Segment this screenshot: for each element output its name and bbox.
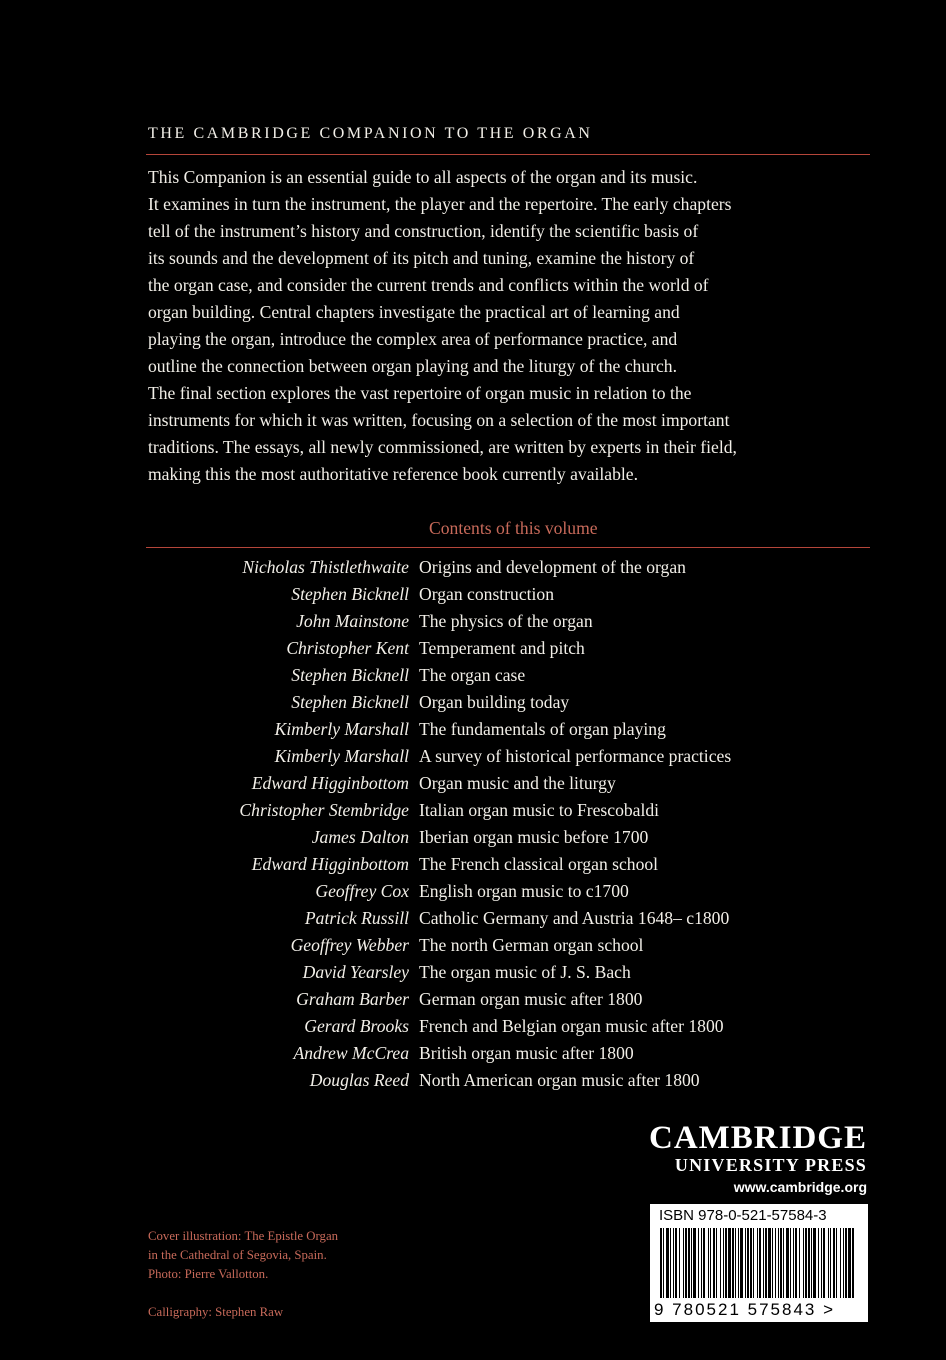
barcode-bar (673, 1228, 674, 1298)
barcode-bar (845, 1228, 847, 1298)
entry-title: Origins and development of the organ (419, 557, 686, 577)
entry-title: Temperament and pitch (419, 638, 585, 658)
barcode-bar (691, 1228, 692, 1298)
description-line: organ building. Central chapters investigate the practical art of learning and (148, 302, 680, 322)
contents-entry (100, 959, 860, 986)
barcode-bar (830, 1228, 831, 1298)
contents-entry (100, 581, 860, 608)
entry-author: Geoffrey Cox (315, 881, 409, 901)
entry-author: Geoffrey Webber (290, 935, 409, 955)
description-line: outline the connection between organ playing and the liturgy of the church. (148, 356, 677, 376)
cover-illustration-credit: Cover illustration: The Epistle Organ (148, 1229, 339, 1243)
barcode-bar (740, 1228, 743, 1298)
contents-entry (100, 1067, 860, 1094)
barcode-bar (818, 1228, 819, 1298)
description-line: playing the organ, introduce the complex area of performance practice, and (148, 329, 678, 349)
barcode-bar (808, 1228, 810, 1298)
description-line: It examines in turn the instrument, the player and the repertoire. The early chapters (148, 194, 732, 214)
contents-entry (100, 878, 860, 905)
barcode-bar (679, 1228, 680, 1298)
entry-author: Kimberly Marshall (274, 746, 409, 766)
entry-author: Kimberly Marshall (274, 719, 409, 739)
entry-author: Nicholas Thistlethwaite (242, 557, 409, 577)
entry-title: The north German organ school (419, 935, 644, 955)
contents-divider (146, 547, 870, 548)
barcode-bar (683, 1228, 684, 1298)
barcode-bar (768, 1228, 771, 1298)
entry-author: Andrew McCrea (293, 1043, 409, 1063)
description-line: This Companion is an essential guide to all aspects of the organ and its music. (148, 167, 698, 187)
entry-title: North American organ music after 1800 (419, 1070, 700, 1090)
entry-author: Stephen Bicknell (291, 584, 409, 604)
contents-entry (100, 608, 860, 635)
barcode-bar (666, 1228, 669, 1298)
barcode-bar (811, 1228, 812, 1298)
contents-entry (100, 716, 860, 743)
description-line: making this the most authoritative reference book currently available. (148, 464, 639, 484)
entry-author: Stephen Bicknell (291, 665, 409, 685)
barcode-bar (778, 1228, 779, 1298)
barcode-bar (795, 1228, 797, 1298)
barcode-bar (821, 1228, 822, 1298)
barcode-bar (799, 1228, 800, 1298)
contents-entry (100, 851, 860, 878)
barcode-bar (728, 1228, 731, 1298)
entry-title: The organ music of J. S. Bach (419, 962, 631, 982)
entry-author: John Mainstone (296, 611, 409, 631)
photo-credit: Photo: Pierre Vallotton. (148, 1267, 269, 1281)
entry-author: James Dalton (311, 827, 409, 847)
barcode-bar (675, 1228, 677, 1298)
contents-entry (100, 689, 860, 716)
barcode-bar (688, 1228, 690, 1298)
contents-entry (100, 824, 860, 851)
contents-entry (100, 554, 860, 581)
entry-author: Douglas Reed (309, 1070, 409, 1090)
barcode-bar (750, 1228, 752, 1298)
description-line: the organ case, and consider the current trends and conflicts within the world of (148, 275, 709, 295)
contents-entry (100, 635, 860, 662)
publisher-logo (649, 1122, 867, 1198)
contents-entry (100, 1040, 860, 1067)
entry-author: Patrick Russill (304, 908, 409, 928)
publisher-name-line2: UNIVERSITY PRESS (674, 1155, 867, 1175)
barcode-bar (693, 1228, 696, 1298)
barcode-bar (708, 1228, 709, 1298)
barcode-bar (745, 1228, 746, 1298)
barcode-bar (803, 1228, 804, 1298)
entry-author: David Yearsley (302, 962, 409, 982)
cover-credits (148, 1227, 338, 1322)
barcode-digits: 9 780521 575843 > (654, 1300, 836, 1319)
entry-title: A survey of historical performance practices (419, 746, 732, 766)
publisher-name-line1: CAMBRIDGE (648, 1120, 867, 1156)
contents-heading: Contents of this volume (429, 518, 598, 538)
barcode-bar (716, 1228, 717, 1298)
barcode-bar (738, 1228, 739, 1298)
barcode-bar (753, 1228, 754, 1298)
entry-title: The French classical organ school (419, 854, 659, 874)
barcode-bar (663, 1228, 664, 1298)
contents-entry (100, 743, 860, 770)
entry-title: The fundamentals of organ playing (419, 719, 666, 739)
barcode-bar (775, 1228, 776, 1298)
barcode-bar (698, 1228, 699, 1298)
barcode-bar (790, 1228, 791, 1298)
barcode-bar (735, 1228, 736, 1298)
contents-entry (100, 797, 860, 824)
isbn-label: ISBN 978-0-521-57584-3 (659, 1207, 827, 1224)
barcode-bar (747, 1228, 749, 1298)
barcode-bar (786, 1228, 789, 1298)
barcode-bar (836, 1228, 837, 1298)
barcode-bar (840, 1228, 841, 1298)
entry-author: Christopher Kent (286, 638, 409, 658)
barcode-bar (759, 1228, 761, 1298)
entry-title: Iberian organ music before 1700 (419, 827, 649, 847)
contents-entry (100, 905, 860, 932)
entry-title: Organ building today (419, 692, 570, 712)
entry-title: English organ music to c1700 (419, 881, 629, 901)
barcode-bar (772, 1228, 773, 1298)
entry-title: Italian organ music to Frescobaldi (419, 800, 660, 820)
barcode-bar (823, 1228, 825, 1298)
description-line: its sounds and the development of its pitch and tuning, examine the history of (148, 248, 695, 268)
barcode-bar (763, 1228, 764, 1298)
title-divider (146, 154, 870, 155)
entry-author: Stephen Bicknell (291, 692, 409, 712)
barcode-bar (757, 1228, 758, 1298)
book-description (148, 164, 808, 488)
barcode-bar (783, 1228, 784, 1298)
barcode-bar (660, 1228, 662, 1298)
barcode-bar (780, 1228, 782, 1298)
entry-title: British organ music after 1800 (419, 1043, 634, 1063)
entry-author: Christopher Stembridge (239, 800, 409, 820)
description-line: The final section explores the vast repertoire of organ music in relation to the (148, 383, 692, 403)
barcode (650, 1204, 868, 1322)
description-line: tell of the instrument’s history and construction, identify the scientific basis of (148, 221, 699, 241)
entry-author: Edward Higginbottom (251, 773, 409, 793)
barcode-bar (828, 1228, 829, 1298)
barcode-bar (713, 1228, 715, 1298)
barcode-bar (805, 1228, 807, 1298)
entry-author: Gerard Brooks (304, 1016, 409, 1036)
contents-entry (100, 1013, 860, 1040)
description-line: traditions. The essays, all newly commissioned, are written by experts in their field, (148, 437, 737, 457)
barcode-bar (710, 1228, 711, 1298)
barcode-bar (720, 1228, 721, 1298)
contents-entry (100, 662, 860, 689)
barcode-bar (833, 1228, 835, 1298)
contents-entry (100, 986, 860, 1013)
barcode-bar (670, 1228, 671, 1298)
barcode-bar (843, 1228, 844, 1298)
barcode-bar (813, 1228, 816, 1298)
entry-title: Catholic Germany and Austria 1648– c1800 (419, 908, 730, 928)
barcode-bar (703, 1228, 705, 1298)
entry-title: German organ music after 1800 (419, 989, 643, 1009)
contents-list (100, 554, 860, 1094)
calligraphy-credit: Calligraphy: Stephen Raw (148, 1305, 284, 1319)
series-title: THE CAMBRIDGE COMPANION TO THE ORGAN (148, 125, 593, 142)
barcode-bar (765, 1228, 767, 1298)
barcode-bars (654, 1228, 864, 1306)
entry-title: The organ case (419, 665, 526, 685)
entry-title: Organ construction (419, 584, 555, 604)
barcode-bar (701, 1228, 702, 1298)
barcode-bar (685, 1228, 687, 1298)
contents-entry (100, 932, 860, 959)
publisher-website: www.cambridge.org (733, 1179, 867, 1195)
contents-entry (100, 770, 860, 797)
entry-title: Organ music and the liturgy (419, 773, 616, 793)
description-line: instruments for which it was written, focusing on a selection of the most important (148, 410, 730, 430)
barcode-bar (723, 1228, 724, 1298)
entry-author: Edward Higginbottom (251, 854, 409, 874)
entry-author: Graham Barber (296, 989, 409, 1009)
cover-illustration-location: in the Cathedral of Segovia, Spain. (148, 1248, 327, 1262)
barcode-bar (725, 1228, 727, 1298)
entry-title: The physics of the organ (419, 611, 593, 631)
barcode-bar (732, 1228, 734, 1298)
barcode-bar (848, 1228, 851, 1298)
barcode-bar (852, 1228, 854, 1298)
barcode-bar (793, 1228, 794, 1298)
entry-title: French and Belgian organ music after 1800 (419, 1016, 724, 1036)
